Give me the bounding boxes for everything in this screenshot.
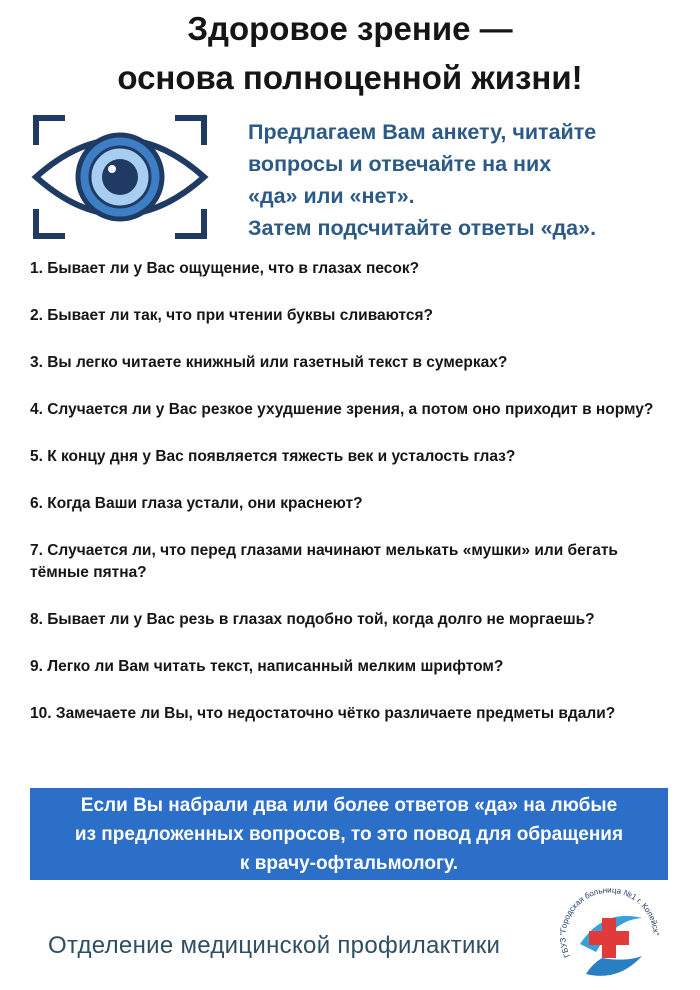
notice-banner xyxy=(30,788,668,880)
questionnaire-list xyxy=(30,258,670,750)
question-item: 2. Бывает ли так, что при чтении буквы сливаются? xyxy=(30,307,434,324)
page-title xyxy=(0,4,700,102)
question-item: 9. Легко ли Вам читать текст, написанный мелким шрифтом? xyxy=(30,658,504,675)
hospital-logo-icon xyxy=(556,878,666,988)
notice-line-2: из предложенных вопросов, то это повод для обращения xyxy=(74,823,624,845)
intro-text xyxy=(248,116,693,244)
intro-line-4: Затем подсчитайте ответы «да». xyxy=(248,216,597,240)
notice-line-1: Если Вы набрали два или более ответов «да» на любые xyxy=(80,794,618,816)
department-name: Отделение медицинской профилактики xyxy=(48,932,501,959)
question-item: 5. К концу дня у Вас появляется тяжесть век и усталость глаз? xyxy=(30,448,516,465)
question-item: 3. Вы легко читаете книжный или газетный текст в сумерках? xyxy=(30,354,508,371)
question-item: 7. Случается ли, что перед глазами начинают мелькать «мушки» или бегать тёмные пятна? xyxy=(30,542,618,581)
question-item: 10. Замечаете ли Вы, что недостаточно чётко различаете предметы вдали? xyxy=(30,705,616,722)
notice-line-3: к врачу-офтальмологу. xyxy=(239,852,459,874)
question-item: 4. Случается ли у Вас резкое ухудшение зрения, а потом оно приходит в норму? xyxy=(30,401,654,418)
title-line-2: основа полноценной жизни! xyxy=(117,59,583,96)
title-line-1: Здоровое зрение — xyxy=(187,10,513,47)
logo-caption: ГБУЗ "Городская больница №1 г. Копейск" xyxy=(558,885,661,959)
intro-line-3: «да» или «нет». xyxy=(248,184,415,208)
eye-icon xyxy=(30,112,210,242)
question-item: 1. Бывает ли у Вас ощущение, что в глазах песок? xyxy=(30,260,420,277)
question-item: 6. Когда Ваши глаза устали, они краснеют? xyxy=(30,495,363,512)
intro-line-1: Предлагаем Вам анкету, читайте xyxy=(248,120,597,144)
intro-line-2: вопросы и отвечайте на них xyxy=(248,152,552,176)
question-item: 8. Бывает ли у Вас резь в глазах подобно той, когда долго не моргаешь? xyxy=(30,611,595,628)
